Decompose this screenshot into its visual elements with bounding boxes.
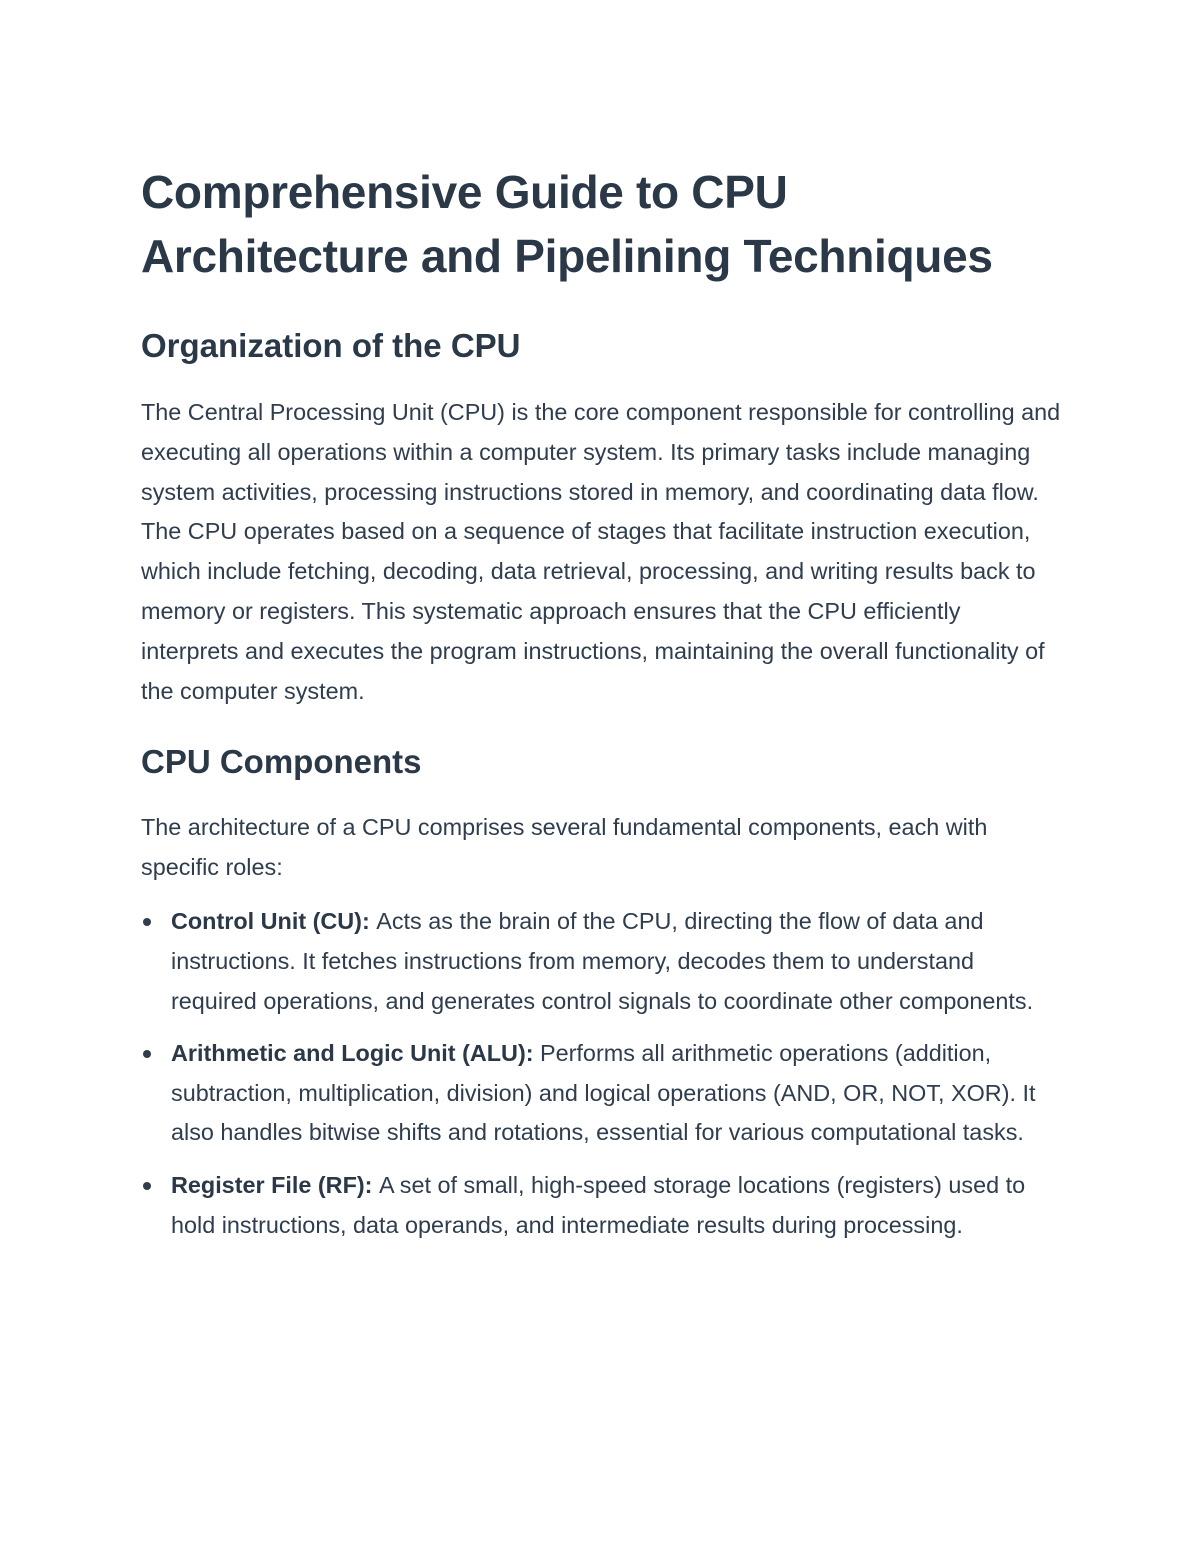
list-item-description: Acts as the brain of the CPU, directing the flow of data and instructions. It fetches instructions from memory, decodes them to understand required operations, and generates control signals to coordinate other components. [171,907,1034,1014]
list-item [141,1166,1061,1246]
components-list [141,902,1061,1245]
list-item-term: Control Unit (CU): [171,907,377,934]
bullet-icon [143,1050,151,1058]
bullet-icon [143,918,151,926]
list-item-term: Register File (RF): [171,1171,379,1198]
bullet-icon [143,1182,151,1190]
document-title: Comprehensive Guide to CPU Architecture and Pipelining Techniques [141,166,993,282]
list-item [141,902,1061,1021]
components-intro-paragraph: The architecture of a CPU comprises several fundamental components, each with specific roles: [141,814,988,881]
organization-paragraph: The Central Processing Unit (CPU) is the core component responsible for controlling and executing all operations within a computer system. Its primary tasks include managing system activities, processing instructions stored in memory, and coordinating data flow. The CPU operates based on a sequence of stages that facilitate instruction execution, which include fetching, decoding, data retrieval, processing, and writing results back to memory or registers. This systematic approach ensures that the CPU efficiently interprets and executes the program instructions, maintaining the overall functionality of the computer system. [141,399,1061,704]
list-item-description: Performs all arithmetic operations (addition, subtraction, multiplication, division) and logical operations (AND, OR, NOT, XOR). It also handles bitwise shifts and rotations, essential for various computational tasks. [171,1039,1036,1146]
list-item [141,1034,1061,1153]
list-item-description: A set of small, high-speed storage locations (registers) used to hold instructions, data operands, and intermediate results during processing. [171,1171,1026,1238]
section-heading-components: CPU Components [141,743,422,781]
section-heading-organization: Organization of the CPU [141,327,521,364]
document-page [141,160,1061,1258]
list-item-term: Arithmetic and Logic Unit (ALU): [171,1039,541,1066]
